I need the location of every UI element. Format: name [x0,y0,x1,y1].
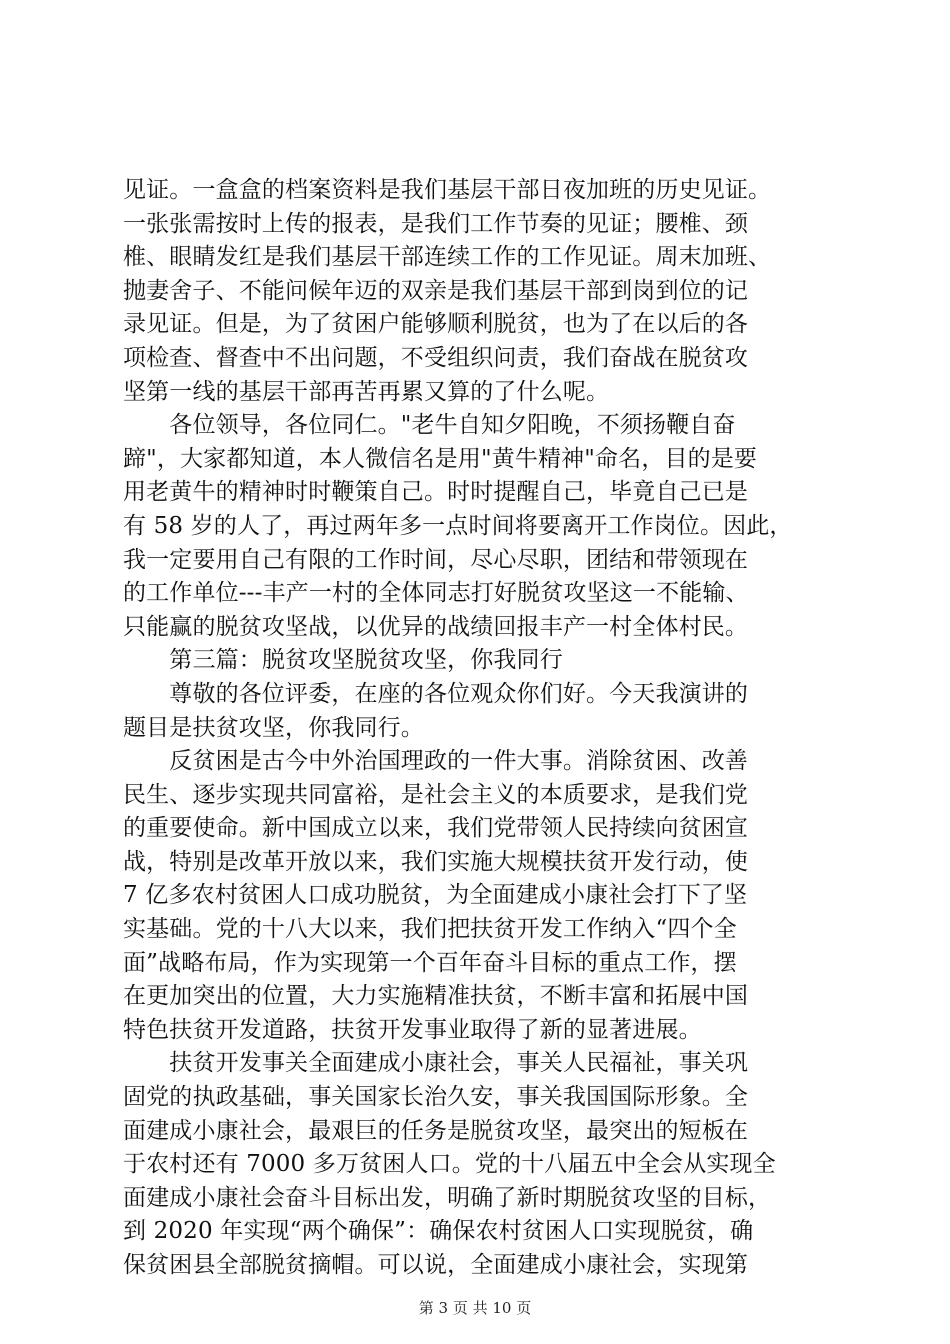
text-line: 特色扶贫开发道路，扶贫开发事业取得了新的显著进展。 [123,1016,702,1043]
text-line: 战，特别是改革开放以来，我们实施大规模扶贫开发行动，使 [123,848,749,875]
document-body [123,174,835,1283]
text-line: 在更加突出的位置，大力实施精准扶贫，不断丰富和拓展中国 [123,983,749,1010]
text-line: 录见证。但是，为了贫困户能够顺利脱贫，也为了在以后的各 [123,311,749,338]
text-line: 一张张需按时上传的报表，是我们工作节奏的见证；腰椎、颈 [123,210,749,237]
text-line: 各位领导，各位同仁。"老牛自知夕阳晚，不须扬鞭自奋 [123,412,736,439]
text-line: 面”战略布局，作为实现第一个百年奋斗目标的重点工作，摆 [123,949,737,976]
text-line: 我一定要用自己有限的工作时间，尽心尽职，团结和带领现在 [123,546,749,573]
text-line: 蹄"，大家都知道，本人微信名是用"黄牛精神"命名，目的是要 [123,445,758,472]
text-line: 民生、逐步实现共同富裕，是社会主义的本质要求，是我们党 [123,781,749,808]
text-line: 只能赢的脱贫攻坚战，以优异的战绩回报丰产一村全体村民。 [123,613,749,640]
text-line: 扶贫开发事关全面建成小康社会，事关人民福祉，事关巩 [123,1050,749,1077]
text-line: 坚第一线的基层干部再苦再累又算的了什么呢。 [123,378,610,405]
page-number-footer: 第 3 页 共 10 页 [418,1299,532,1317]
text-line: 固党的执政基础，事关国家长治久安，事关我国国际形象。全 [123,1084,749,1111]
text-line: 实基础。党的十八大以来，我们把扶贫开发工作纳入“四个全 [123,916,737,943]
text-line: 的重要使命。新中国成立以来，我们党带领人民持续向贫困宣 [123,815,749,842]
text-line: 用老黄牛的精神时时鞭策自己。时时提醒自己，毕竟自己已是 [123,479,749,506]
text-line: 7 亿多农村贫困人口成功脱贫，为全面建成小康社会打下了坚 [123,882,748,909]
text-line: 项检查、督查中不出问题，不受组织问责，我们奋战在脱贫攻 [123,344,749,371]
text-line: 尊敬的各位评委，在座的各位观众你们好。今天我演讲的 [123,680,749,707]
text-line: 的工作单位---丰产一村的全体同志打好脱贫攻坚这一不能输、 [123,580,749,607]
text-line: 见证。一盒盒的档案资料是我们基层干部日夜加班的历史见证。 [123,177,772,203]
text-line: 到 2020 年实现“两个确保”：确保农村贫困人口实现脱贫，确 [123,1218,754,1245]
text-line: 反贫困是古今中外治国理政的一件大事。消除贫困、改善 [123,748,749,775]
text-line: 有 58 岁的人了，再过两年多一点时间将要离开工作岗位。因此， [123,512,793,539]
text-line: 面建成小康社会，最艰巨的任务是脱贫攻坚，最突出的短板在 [123,1117,749,1144]
section-heading: 第三篇：脱贫攻坚脱贫攻坚，你我同行 [123,647,563,674]
text-line: 椎、眼睛发红是我们基层干部连续工作的工作见证。周末加班、 [123,244,772,271]
text-line: 面建成小康社会奋斗目标出发，明确了新时期脱贫攻坚的目标， [123,1184,772,1211]
text-line: 抛妻舍子、不能问候年迈的双亲是我们基层干部到岗到位的记 [123,277,749,304]
text-line: 题目是扶贫攻坚，你我同行。 [123,714,424,741]
text-line: 保贫困县全部脱贫摘帽。可以说，全面建成小康社会，实现第 [123,1252,749,1278]
text-line: 于农村还有 7000 多万贫困人口。党的十八届五中全会从实现全 [123,1151,776,1178]
